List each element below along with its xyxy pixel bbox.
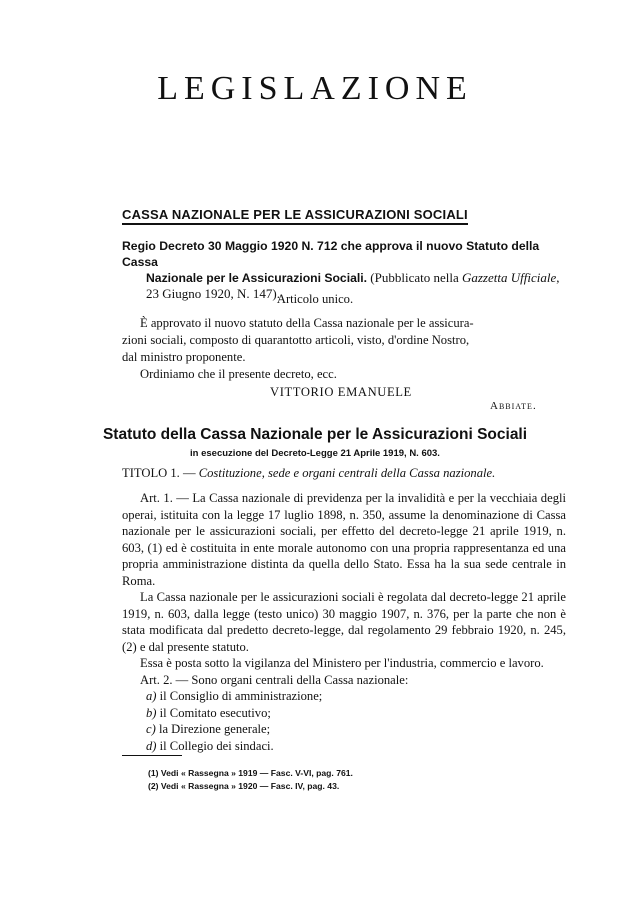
articolo-unico-heading: Articolo unico.	[276, 292, 354, 306]
list-item	[146, 705, 322, 722]
titolo-heading	[122, 466, 495, 481]
article-2-intro: Art. 2. — Sono organi centrali della Cassa nazionale:	[140, 673, 409, 687]
list-item-letter: c)	[146, 722, 156, 737]
list-item-letter: a)	[146, 689, 157, 703]
statuto-title: Statuto della Cassa Nazionale per le Assicurazioni Sociali	[102, 426, 528, 443]
decree-title-line1: Regio Decreto 30 Maggio 1920 N. 712 che approva il nuovo Statuto della Cassa	[122, 239, 540, 269]
footnote-1: (1) Vedi « Rassegna » 1919 — Fasc. V-VI, pag. 761.	[148, 768, 353, 778]
section-heading: CASSA NAZIONALE PER LE ASSICURAZIONI SOCIALI	[122, 207, 468, 225]
list-item-text: la Direzione generale;	[155, 722, 271, 737]
decree-title-line2-wrap	[122, 270, 565, 286]
list-item	[146, 721, 322, 738]
decree-gazette: Gazzetta Ufficiale	[461, 270, 557, 285]
page-title: LEGISLAZIONE	[157, 70, 473, 107]
footnote-divider	[122, 755, 182, 756]
decree-publication-prefix: (Pubblicato nella	[367, 270, 462, 285]
countersignature: Abbiate.	[490, 400, 537, 412]
list-item-text: il Collegio dei sindaci.	[156, 738, 274, 753]
list-item-text: il Comitato esecutivo;	[156, 705, 271, 720]
decree-publication-suffix: ,	[556, 270, 560, 285]
ordiniamo-line: Ordiniamo che il presente decreto, ecc.	[140, 367, 337, 381]
footnote-2: (2) Vedi « Rassegna » 1920 — Fasc. IV, pag. 43.	[148, 781, 340, 791]
list-item-letter: d)	[146, 738, 157, 753]
list-item	[146, 738, 322, 755]
titolo-label: TITOLO 1. —	[122, 466, 199, 480]
list-item-text: il Consiglio di amministrazione;	[156, 689, 323, 703]
signature: VITTORIO EMANUELE	[270, 385, 412, 399]
approval-line-2: zioni sociali, composto di quarantotto articoli, visto, d'ordine Nostro,	[122, 333, 470, 347]
approval-line-3: dal ministro proponente.	[122, 350, 246, 364]
article-1-paragraph-3: Essa è posta sotto la vigilanza del Ministero per l'industria, commercio e lavoro.	[140, 656, 544, 670]
approval-line-1: È approvato il nuovo statuto della Cassa nazionale per le assicura-	[140, 316, 474, 330]
list-item-letter: b)	[146, 705, 157, 720]
decree-publication-date: 23 Giugno 1920, N. 147).	[146, 286, 280, 301]
titolo-text: Costituzione, sede e organi centrali della Cassa nazionale.	[198, 466, 496, 480]
decree-title-line2: Nazionale per le Assicurazioni Sociali.	[146, 271, 368, 285]
statuto-subtitle: in esecuzione del Decreto-Legge 21 Aprile 1919, N. 603.	[190, 448, 440, 459]
article-1-paragraph-1: Art. 1. — La Cassa nazionale di previdenza per la invalidità e per la vecchiaia degli operai, istituita con la legge 17 luglio 1898, n. 350, assume la denominazione di Cassa nazionale per le assicurazioni sociali, per effetto del decreto-legge 21 aprile 1919, n. 603, (1) ed è costituita in ente morale autonomo con una propria rappresentanza ed una propria amministrazione distinta da quella dello Stato. Essa ha la sua sede centrale in Roma.	[122, 491, 566, 588]
article-1-paragraph-2: La Cassa nazionale per le assicurazioni sociali è regolata dal decreto-legge 21 aprile 1919, n. 603, dalla legge (testo unico) 30 maggio 1907, n. 376, per la parte che non è stata modificata dal predetto decreto-legge, dal regolamento 29 febbraio 1920, n. 245, (2) e dal presente statuto.	[122, 590, 566, 654]
article-2-list	[146, 688, 322, 754]
list-item	[146, 688, 322, 705]
